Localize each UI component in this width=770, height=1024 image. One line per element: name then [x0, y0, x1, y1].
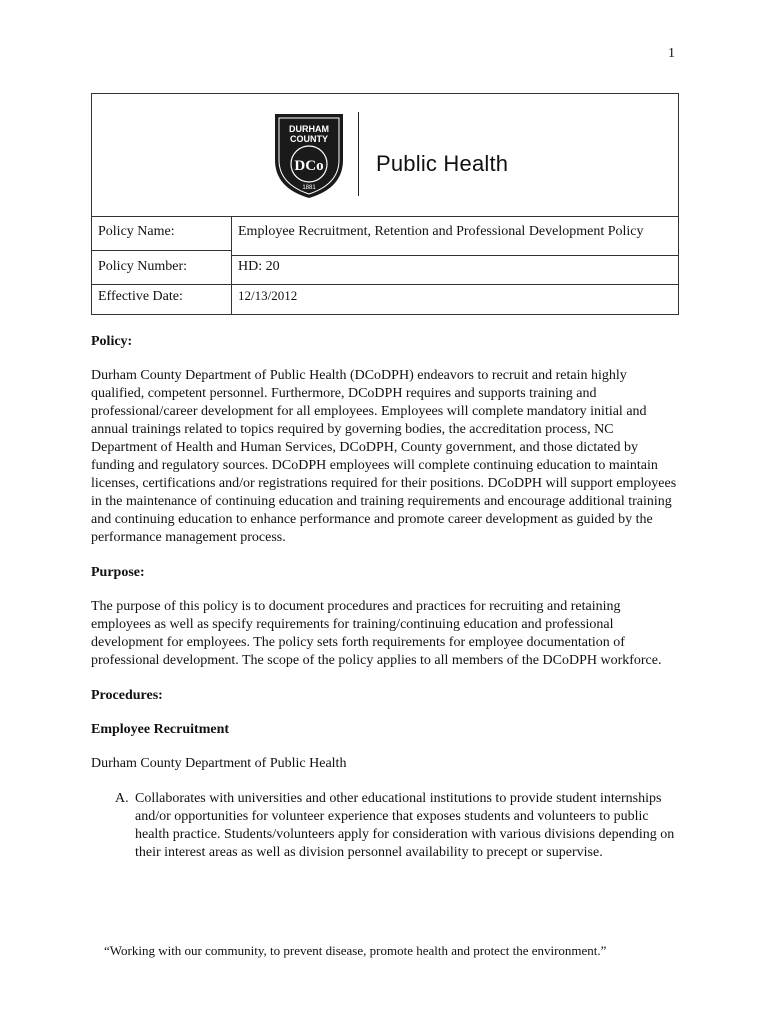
meta-line-label	[92, 250, 231, 251]
footer-motto: “Working with our community, to prevent disease, promote health and protect the environment.”	[104, 943, 607, 958]
logo-divider	[358, 112, 359, 196]
brand-text: Public Health	[376, 151, 509, 176]
policy-number-label: Policy Number:	[98, 259, 188, 274]
policy-text: Durham County Department of Public Health (DCoDPH) endeavors to recruit and retain highly qualified, competent personnel. Furthermore, DCoDPH requires and supports training and professional/career development for all employees. Employees will complete mandatory initial and annual trainings related to topics required by governing bodies, the accreditation process, NC Department of Health and Human Services, DCoDPH, County government, and those dictated by funding and regulatory sources. DCoDPH employees will complete continuing education to maintain licenses, certifications and/or registrations required for their positions. DCoDPH will support employees in the maintenance of continuing education and training requirements and encourage additional training and continuing education to enhance performance and promote career development as guided by the performance management process.	[91, 368, 677, 545]
policy-number-value: HD: 20	[238, 259, 280, 274]
policy-name-value: Employee Recruitment, Retention and Professional Development Policy	[238, 224, 644, 239]
list-item	[115, 790, 679, 862]
policy-header-box	[91, 93, 679, 315]
meta-column-divider	[231, 216, 232, 314]
list-item-text: Collaborates with universities and other educational institutions to provide student internships and/or opportunities for volunteer experience that exposes students and volunteers to public health practice. Students/volunteers apply for consideration with various divisions depending on their interest areas as well as division personnel availability to precept or supervise.	[135, 791, 675, 860]
seal-monogram: DCo	[294, 158, 324, 174]
list-marker: A.	[115, 791, 129, 806]
recruitment-intro: Durham County Department of Public Health	[91, 756, 347, 771]
meta-line-value	[231, 255, 678, 256]
meta-line-2	[92, 284, 678, 285]
policy-heading: Policy:	[91, 334, 133, 349]
logo	[269, 110, 529, 204]
recruitment-heading: Employee Recruitment	[91, 722, 230, 737]
seal-county-line1: DURHAM	[289, 124, 329, 134]
procedures-heading: Procedures:	[91, 688, 163, 703]
county-seal-icon	[269, 110, 349, 200]
purpose-text: The purpose of this policy is to document procedures and practices for recruiting and retaining employees as well as specify requirements for training/continuing education and professional development for employees. The policy sets forth requirements for employee documentation of professional development. The scope of the policy applies to all members of the DCoDPH workforce.	[91, 599, 662, 668]
effective-date-label: Effective Date:	[98, 289, 183, 304]
effective-date-value: 12/13/2012	[238, 288, 298, 303]
meta-top-line	[92, 216, 678, 217]
page-number: 1	[668, 46, 675, 61]
seal-county-line2: COUNTY	[290, 134, 328, 144]
seal-year: 1881	[302, 185, 316, 191]
policy-name-label: Policy Name:	[98, 224, 175, 239]
purpose-heading: Purpose:	[91, 565, 145, 580]
policy-body	[91, 333, 679, 862]
